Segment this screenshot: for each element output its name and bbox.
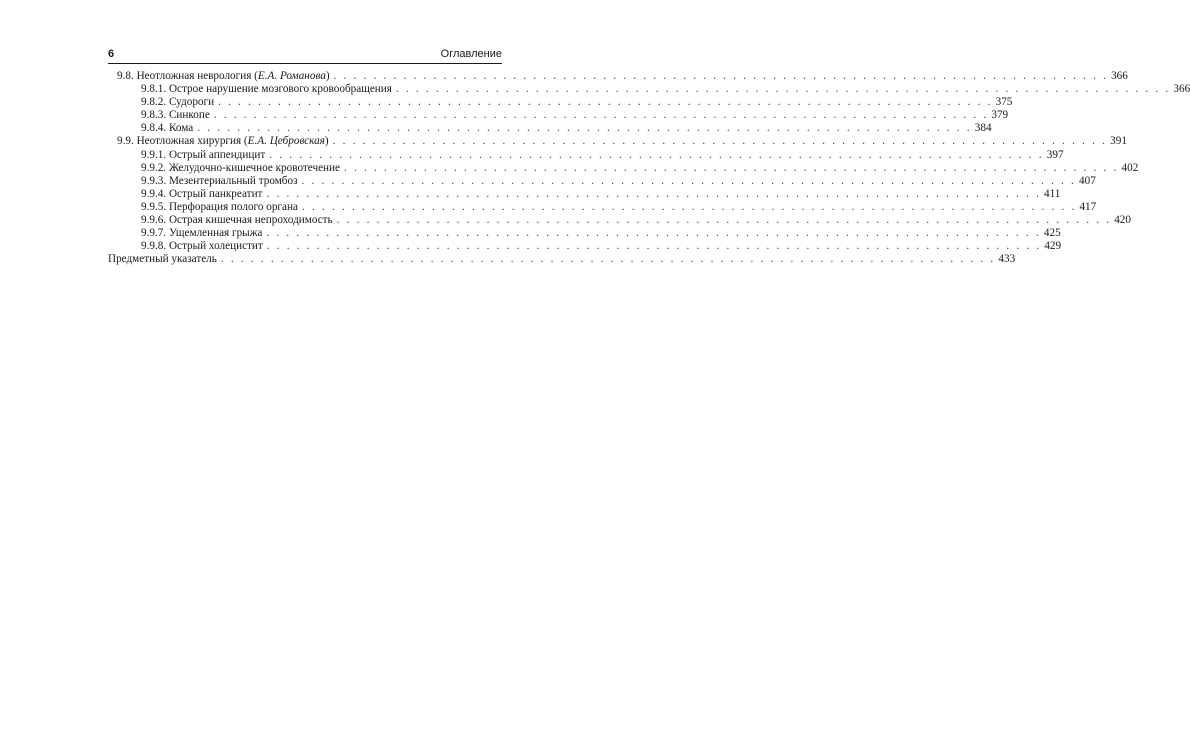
toc-entry-title: 9.8.4. Кома <box>141 122 194 135</box>
toc-entry-subsection[interactable] <box>108 200 1097 214</box>
toc-leader-dots: . . . . . . . . . . . . . . . . . . . . . . . . . . . . . . . . . . . . . . . . . . . . . . . . . . . . . . . . . . . . . . . . . . . . . . . . . . . . . . <box>301 174 1077 187</box>
toc-entry-title: 9.9.6. Острая кишечная непроходимость <box>141 214 333 227</box>
toc-entry-subsection[interactable] <box>108 83 1190 96</box>
toc-page-number: 433 <box>998 253 1016 266</box>
toc-leader-dots: . . . . . . . . . . . . . . . . . . . . . . . . . . . . . . . . . . . . . . . . . . . . . . . . . . . . . . . . . . . . . . . . . . . . . . . . . . . . . . <box>395 83 1171 96</box>
toc-page-number: 417 <box>1079 200 1097 213</box>
toc-entry-title: 9.9.2. Желудочно-кишечное кровотечение <box>141 161 341 174</box>
toc-entry-title: 9.9.4. Острый панкреатит <box>141 187 263 200</box>
toc-page-number: 384 <box>974 122 992 135</box>
toc-entry-subsection[interactable] <box>108 109 1009 122</box>
toc-page-number: 366 <box>1111 70 1128 82</box>
toc-entry-title: 9.9.8. Острый холецистит <box>141 240 263 253</box>
toc-entry-index[interactable] <box>108 253 1016 266</box>
toc-page-number: 391 <box>1110 135 1127 148</box>
toc-entry-subsection[interactable] <box>108 240 1062 253</box>
running-title: Оглавление <box>440 48 502 60</box>
toc-leader-dots: . . . . . . . . . . . . . . . . . . . . . . . . . . . . . . . . . . . . . . . . . . . . . . . . . . . . . . . . . . . . . . . . . . . . . . . . . . . . . . <box>269 148 1044 161</box>
toc-leader-dots: . . . . . . . . . . . . . . . . . . . . . . . . . . . . . . . . . . . . . . . . . . . . . . . . . . . . . . . . . . . . . . . . . . . . . . . . . . . . . . <box>266 187 1041 200</box>
toc-page-number: 397 <box>1046 148 1064 161</box>
toc-entry-title: 9.9.7. Ущемленная грыжа <box>141 227 263 240</box>
toc-page-number: 425 <box>1043 227 1061 240</box>
toc-entry-title: Предметный указатель <box>108 253 217 266</box>
toc-entry-title: 9.8. Неотложная неврология (Е.А. Романова) <box>117 70 330 82</box>
toc-leader-dots: . . . . . . . . . . . . . . . . . . . . . . . . . . . . . . . . . . . . . . . . . . . . . . . . . . . . . . . . . . . . . . . . . . . . . . . . . . . . . . <box>336 214 1112 227</box>
header-rule <box>108 63 502 64</box>
page-header <box>108 48 502 62</box>
toc-entry-subsection[interactable] <box>108 214 1131 227</box>
toc-page-number: 407 <box>1079 174 1096 187</box>
toc-leader-dots: . . . . . . . . . . . . . . . . . . . . . . . . . . . . . . . . . . . . . . . . . . . . . . . . . . . . . . . . . . . . . . . . . . . . . . . . . . . . . . <box>197 122 972 135</box>
toc-leader-dots: . . . . . . . . . . . . . . . . . . . . . . . . . . . . . . . . . . . . . . . . . . . . . . . . . . . . . . . . . . . . . . . . . . . . . . . . . . . . . . <box>213 109 989 122</box>
toc-entry-subsection[interactable] <box>108 161 1139 175</box>
toc-entry-title: 9.8.2. Судороги <box>141 96 215 109</box>
toc-entry-subsection[interactable] <box>108 148 1064 162</box>
page-number: 6 <box>108 48 115 60</box>
toc-entry-author: Е.А. Цебровская <box>247 135 325 148</box>
toc-page-number: 379 <box>991 109 1009 122</box>
toc-entry-subsection[interactable] <box>108 174 1096 188</box>
toc-page-number: 402 <box>1121 161 1139 174</box>
toc-leader-dots: . . . . . . . . . . . . . . . . . . . . . . . . . . . . . . . . . . . . . . . . . . . . . . . . . . . . . . . . . . . . . . . . . . . . . . . . . . . . . . <box>344 161 1119 174</box>
toc-leader-dots: . . . . . . . . . . . . . . . . . . . . . . . . . . . . . . . . . . . . . . . . . . . . . . . . . . . . . . . . . . . . . . . . . . . . . . . . . . . . . . <box>266 227 1041 240</box>
toc-entry-title: 9.8.3. Синкопе <box>141 109 210 122</box>
toc-entry-title: 9.8.1. Острое нарушение мозгового кровообращения <box>141 83 392 96</box>
toc-leader-dots: . . . . . . . . . . . . . . . . . . . . . . . . . . . . . . . . . . . . . . . . . . . . . . . . . . . . . . . . . . . . . . . . . . . . . . . . . . . . . . <box>332 135 1108 148</box>
toc-leader-dots: . . . . . . . . . . . . . . . . . . . . . . . . . . . . . . . . . . . . . . . . . . . . . . . . . . . . . . . . . . . . . . . . . . . . . . . . . . . . . . <box>333 70 1109 82</box>
toc-leader-dots: . . . . . . . . . . . . . . . . . . . . . . . . . . . . . . . . . . . . . . . . . . . . . . . . . . . . . . . . . . . . . . . . . . . . . . . . . . . . . . <box>220 253 996 266</box>
toc-page-number: 420 <box>1114 214 1131 227</box>
table-of-contents <box>108 70 1190 266</box>
toc-page-number: 411 <box>1043 187 1061 200</box>
toc-entry-section[interactable] <box>108 135 1127 148</box>
toc-entry-section[interactable] <box>108 70 1128 83</box>
toc-page-number: 375 <box>995 96 1013 109</box>
toc-entry-author: Е.А. Романова <box>257 70 326 82</box>
toc-entry-title: 9.9.3. Мезентериальный тромбоз <box>141 174 298 187</box>
toc-entry-title: 9.9.1. Острый аппендицит <box>141 148 266 161</box>
toc-leader-dots: . . . . . . . . . . . . . . . . . . . . . . . . . . . . . . . . . . . . . . . . . . . . . . . . . . . . . . . . . . . . . . . . . . . . . . . . . . . . . . <box>301 200 1077 213</box>
toc-entry-title: 9.9.5. Перфорация полого органа <box>141 200 298 213</box>
toc-entry-subsection[interactable] <box>108 227 1061 240</box>
toc-entry-title: 9.9. Неотложная хирургия (Е.А. Цебровская) <box>117 135 329 148</box>
toc-entry-subsection[interactable] <box>108 96 1013 109</box>
toc-leader-dots: . . . . . . . . . . . . . . . . . . . . . . . . . . . . . . . . . . . . . . . . . . . . . . . . . . . . . . . . . . . . . . . . . . . . . . . . . . . . . . <box>266 240 1042 253</box>
toc-entry-subsection[interactable] <box>108 187 1061 201</box>
toc-leader-dots: . . . . . . . . . . . . . . . . . . . . . . . . . . . . . . . . . . . . . . . . . . . . . . . . . . . . . . . . . . . . . . . . . . . . . . . . . . . . . . <box>218 96 993 109</box>
toc-page-number: 429 <box>1044 240 1062 253</box>
toc-entry-subsection[interactable] <box>108 122 992 135</box>
toc-page-number: 366 <box>1173 83 1190 96</box>
